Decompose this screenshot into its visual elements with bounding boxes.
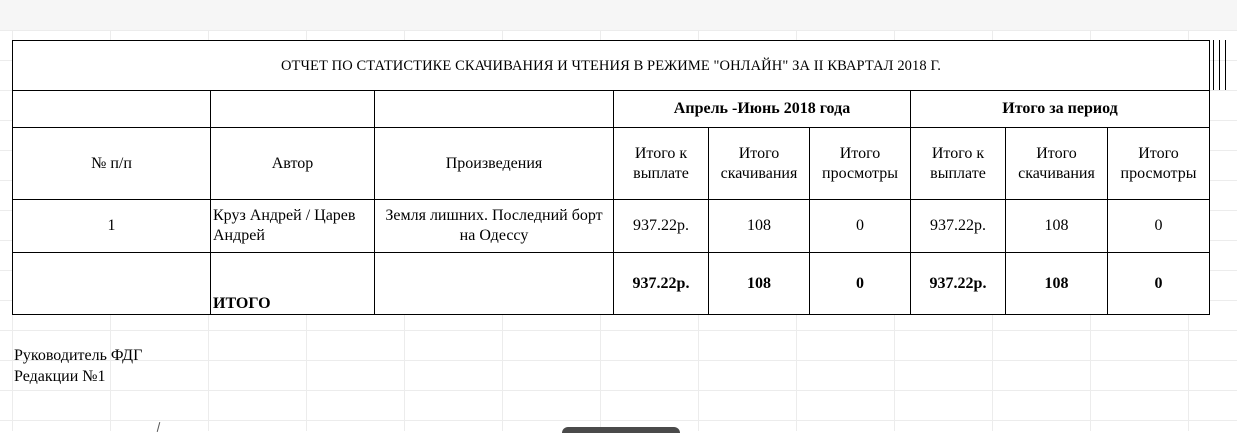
column-header-total-views: Итого просмотры (1108, 128, 1210, 200)
totals-empty-cell (13, 253, 211, 315)
row-period-payout: 937.22р. (614, 200, 709, 253)
signature-line-2: Редакции №1 (14, 368, 106, 385)
row-total-payout: 937.22р. (911, 200, 1006, 253)
row-total-views: 0 (1108, 200, 1210, 253)
row-work: Земля лишних. Последний борт на Одессу (375, 200, 614, 253)
totals-label: ИТОГО (211, 253, 375, 315)
totals-row (13, 253, 1210, 315)
header-empty-cell (211, 91, 375, 128)
header-empty-cell (375, 91, 614, 128)
totals-empty-cell (375, 253, 614, 315)
report-table (12, 40, 1210, 315)
row-period-views: 0 (810, 200, 911, 253)
signature-line-1: Руководитель ФДГ (14, 347, 143, 364)
totals-period-views: 0 (810, 253, 911, 315)
column-header-total-payout: Итого к выплате (911, 128, 1006, 200)
column-header-author: Автор (211, 128, 375, 200)
top-toolbar-strip (0, 0, 1237, 30)
period-group-header: Апрель -Июнь 2018 года (614, 91, 911, 128)
column-header-period-views: Итого просмотры (810, 128, 911, 200)
row-num: 1 (13, 200, 211, 253)
report-title: ОТЧЕТ ПО СТАТИСТИКЕ СКАЧИВАНИЯ И ЧТЕНИЯ В РЕЖИМЕ "ОНЛАЙН" ЗА II КВАРТАЛ 2018 Г. (13, 41, 1210, 91)
column-header-period-downloads: Итого скачивания (709, 128, 810, 200)
totals-total-views: 0 (1108, 253, 1210, 315)
column-header-works: Произведения (375, 128, 614, 200)
column-header-total-downloads: Итого скачивания (1006, 128, 1108, 200)
merged-cell-border (1213, 40, 1226, 90)
row-period-downloads: 108 (709, 200, 810, 253)
totals-period-payout: 937.22р. (614, 253, 709, 315)
totals-total-downloads: 108 (1006, 253, 1108, 315)
row-author: Круз Андрей / Царев Андрей (211, 200, 375, 253)
header-empty-cell (13, 91, 211, 128)
row-total-downloads: 108 (1006, 200, 1108, 253)
column-header-num: № п/п (13, 128, 211, 200)
totals-period-downloads: 108 (709, 253, 810, 315)
totals-total-payout: 937.22р. (911, 253, 1006, 315)
total-group-header: Итого за период (911, 91, 1210, 128)
horizontal-scrollbar-thumb[interactable] (562, 427, 680, 433)
signature-block (14, 345, 142, 387)
table-row (13, 200, 1210, 253)
column-header-period-payout: Итого к выплате (614, 128, 709, 200)
